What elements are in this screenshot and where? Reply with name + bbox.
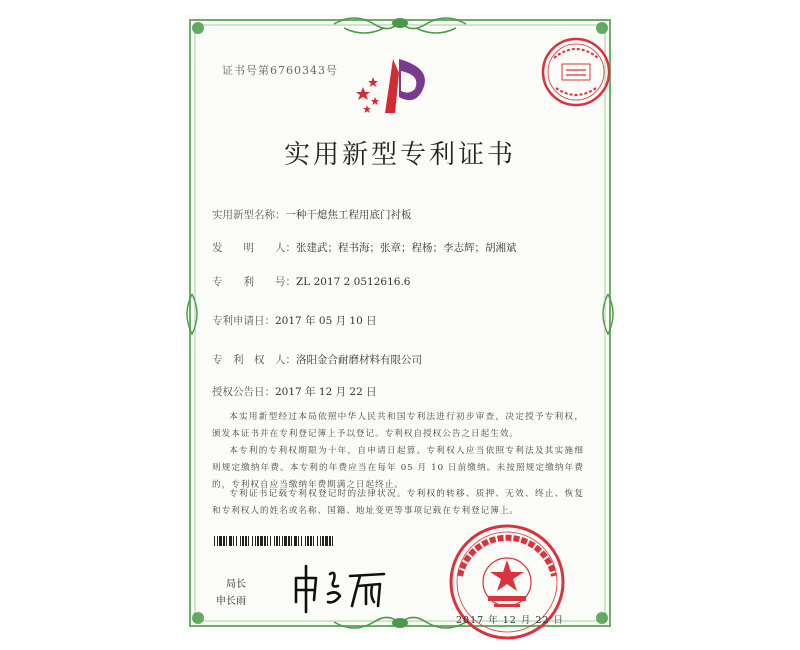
barcode-bar (242, 536, 244, 546)
barcode-bar (264, 536, 266, 546)
inventors-value: 张建武；程书海；张章；程杨；李志辉；胡湘斌 (296, 242, 517, 254)
barcode-bar (245, 536, 247, 546)
barcode-bar (305, 536, 306, 546)
patentee-label: 专 利 权 人： (212, 354, 296, 366)
barcode-bar (282, 536, 283, 546)
barcode-bar (260, 536, 263, 546)
barcode-bar (274, 536, 275, 546)
barcode-bar (217, 536, 218, 546)
grant-date-value: 2017 年 12 月 22 日 (275, 386, 377, 398)
barcode-bar (322, 536, 324, 546)
barcode-bar (248, 536, 249, 546)
filing-date-value: 2017 年 05 月 10 日 (275, 315, 377, 327)
patentee-value: 洛阳金合耐磨材料有限公司 (296, 354, 422, 366)
handwritten-signature (290, 560, 390, 620)
inventors-label: 发 明 人： (212, 242, 296, 254)
barcode-bar (233, 536, 234, 546)
barcode-bar (279, 536, 280, 546)
barcode-bar (229, 536, 232, 546)
barcode-bar (257, 536, 259, 546)
patentee-field (212, 352, 422, 367)
certificate-number-value: 6760343 (270, 64, 326, 77)
patent-office-logo (355, 53, 439, 117)
barcode-bar (226, 536, 227, 546)
barcode-bar (332, 536, 333, 546)
filing-date-label: 专利申请日： (212, 315, 275, 327)
barcode-bar (329, 536, 331, 546)
agency-seal (540, 36, 612, 108)
barcode-bar (320, 536, 321, 546)
certificate-number-label: 证书号第 (222, 64, 270, 77)
barcode-bar (313, 536, 314, 546)
inventors-field (212, 240, 517, 255)
barcode-bar (294, 536, 297, 546)
paragraph-term-and-fees: 本专利的专利权期限为十年，自申请日起算。专利权人应当依照专利法及其实施细则规定缴纳年费。本专利的年费应当在每年 05 月 10 日前缴纳。未按照规定缴纳年费的，专利权自应当缴纳年费期满之日起终止。 (212, 446, 584, 490)
barcode-bar (236, 536, 237, 546)
grant-date-field (212, 384, 377, 399)
patent-office-seal (440, 522, 574, 646)
certificate-number-suffix: 号 (326, 64, 338, 77)
barcode-bar (325, 536, 328, 546)
barcode-bar (291, 536, 292, 546)
filing-date-field (212, 313, 377, 328)
barcode-bar (214, 536, 215, 546)
barcode-bar (267, 536, 268, 546)
patent-number-field (212, 274, 410, 289)
paragraph-legal-status: 专利证书记载专利权登记时的法律状况。专利权的转移、质押、无效、终止、恢复和专利权人的姓名或名称、国籍、地址变更等事项记载在专利登记簿上。 (212, 489, 584, 516)
barcode-bar (240, 536, 241, 546)
barcode-bar (270, 536, 271, 546)
barcode-bar (310, 536, 312, 546)
barcode-bar (276, 536, 278, 546)
grant-date-label: 授权公告日： (212, 386, 275, 398)
barcode-bar (288, 536, 290, 546)
barcode-bar (317, 536, 318, 546)
barcode-bar (298, 536, 299, 546)
barcode-bar (223, 536, 225, 546)
barcode-bar (255, 536, 256, 546)
seal-date: 2017 年 12 月 22 日 (456, 615, 564, 626)
utility-model-name-label: 实用新型名称： (212, 209, 286, 221)
barcode-bar (252, 536, 253, 546)
utility-model-name-value: 一种干熄焦工程用底门衬板 (285, 209, 412, 221)
barcode-bar (301, 536, 302, 546)
barcode-bar (219, 536, 222, 546)
signature-name: 申长雨 (216, 596, 246, 607)
barcode-bar (307, 536, 309, 546)
certificate-title: 实用新型专利证书 (283, 140, 516, 170)
utility-model-name-field (212, 207, 412, 222)
barcode-bar (284, 536, 287, 546)
signature-title: 局长 (226, 579, 246, 590)
certificate-number (222, 62, 338, 78)
patent-number-label: 专 利 号： (212, 276, 296, 288)
patent-number-value: ZL 2017 2 0512616.6 (296, 276, 411, 288)
barcode (214, 536, 334, 546)
paragraph-grant-notice: 本实用新型经过本局依照中华人民共和国专利法进行初步审查，决定授予专利权，颁发本证书并在专利登记簿上予以登记。专利权自授权公告之日起生效。 (212, 412, 584, 439)
